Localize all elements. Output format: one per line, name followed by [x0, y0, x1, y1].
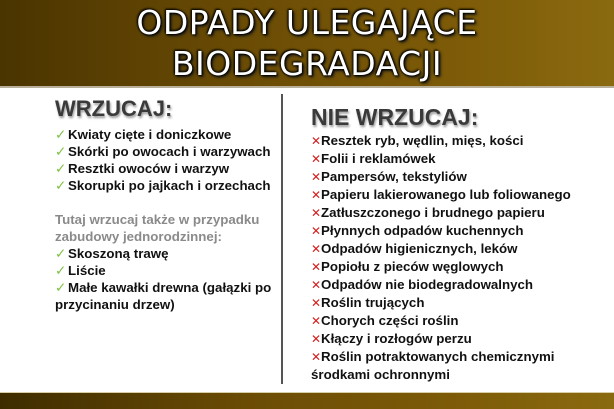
list-item	[311, 348, 601, 383]
allowed-heading: WRZUCAJ:	[55, 96, 173, 121]
list-item	[55, 126, 280, 143]
list-item-text: Popiołu z pieców węglowych	[321, 259, 504, 274]
cross-icon: ✕	[311, 188, 322, 202]
page-title	[0, 0, 614, 84]
list-item-text: Odpadów nie biodegradowalnych	[321, 277, 534, 292]
cross-icon: ✕	[311, 350, 322, 364]
list-item	[311, 168, 601, 186]
note-single-family: Tutaj wrzucaj także w przypadku zabudowy jednorodzinnej:	[55, 212, 260, 244]
list-item	[311, 294, 601, 312]
list-item-text: Małe kawałki drewna (gałązki po przycinaniu drzew)	[55, 280, 272, 312]
cross-icon: ✕	[311, 224, 322, 238]
list-item	[311, 186, 601, 204]
list-item-text: Liście	[68, 263, 106, 278]
list-item-text: Papieru lakierowanego lub foliowanego	[321, 187, 571, 202]
list-item	[311, 150, 601, 168]
title-banner	[0, 0, 614, 88]
check-icon: ✓	[55, 161, 67, 176]
list-item-text: Płynnych odpadów kuchennych	[321, 223, 524, 238]
cross-icon: ✕	[311, 332, 322, 346]
list-item	[311, 222, 601, 240]
list-item-text: Skoszoną trawę	[68, 246, 169, 261]
check-icon: ✓	[55, 246, 67, 261]
list-item-text: Resztek ryb, wędlin, mięs, kości	[321, 133, 524, 148]
list-item-text: Skórki po owocach i warzywach	[68, 144, 271, 159]
cross-icon: ✕	[311, 296, 322, 310]
column-divider	[281, 94, 283, 384]
list-item-text: Odpadów higienicznych, leków	[321, 241, 518, 256]
list-item	[55, 160, 280, 177]
list-item-text: Zatłuszczonego i brudnego papieru	[321, 205, 545, 220]
check-icon: ✓	[55, 144, 67, 159]
cross-icon: ✕	[311, 206, 322, 220]
list-item	[311, 330, 601, 348]
check-icon: ✓	[55, 178, 67, 193]
list-item	[55, 279, 280, 313]
cross-icon: ✕	[311, 152, 322, 166]
list-item-text: Roślin trujących	[321, 295, 425, 310]
list-item-text: Kłączy i rozłogów perzu	[321, 331, 472, 346]
list-item	[311, 240, 601, 258]
forbidden-column	[311, 104, 601, 383]
forbidden-heading: NIE WRZUCAJ:	[311, 104, 479, 130]
list-item	[311, 312, 601, 330]
list-item	[55, 245, 280, 262]
list-item-text: Skorupki po jajkach i orzechach	[68, 178, 271, 193]
list-item	[311, 132, 601, 150]
check-icon: ✓	[55, 263, 67, 278]
list-item-text: Roślin potraktowanych chemicznymi środkami ochronnymi	[311, 349, 555, 382]
footer-bar	[0, 392, 614, 409]
list-item	[311, 258, 601, 276]
allowed-list	[55, 126, 280, 194]
list-item-text: Resztki owoców i warzyw	[68, 161, 230, 176]
list-item-text: Chorych części roślin	[321, 313, 459, 328]
list-item	[311, 276, 601, 294]
list-item-text: Kwiaty cięte i doniczkowe	[68, 127, 232, 142]
list-item	[55, 262, 280, 279]
allowed-extra-list	[55, 245, 280, 313]
check-icon: ✓	[55, 127, 67, 142]
title-line-1: ODPADY ULEGAJĄCE	[136, 3, 478, 42]
cross-icon: ✕	[311, 170, 322, 184]
check-icon: ✓	[55, 280, 67, 295]
list-item-text: Folii i reklamówek	[321, 151, 436, 166]
forbidden-list	[311, 132, 601, 383]
cross-icon: ✕	[311, 314, 322, 328]
list-item	[55, 143, 280, 160]
list-item	[55, 177, 280, 194]
list-item	[311, 204, 601, 222]
cross-icon: ✕	[311, 278, 322, 292]
cross-icon: ✕	[311, 260, 322, 274]
list-item-text: Pampersów, tekstyliów	[321, 169, 467, 184]
allowed-column	[55, 96, 280, 313]
title-line-2: BIODEGRADACJI	[171, 44, 443, 83]
cross-icon: ✕	[311, 242, 322, 256]
cross-icon: ✕	[311, 134, 322, 148]
